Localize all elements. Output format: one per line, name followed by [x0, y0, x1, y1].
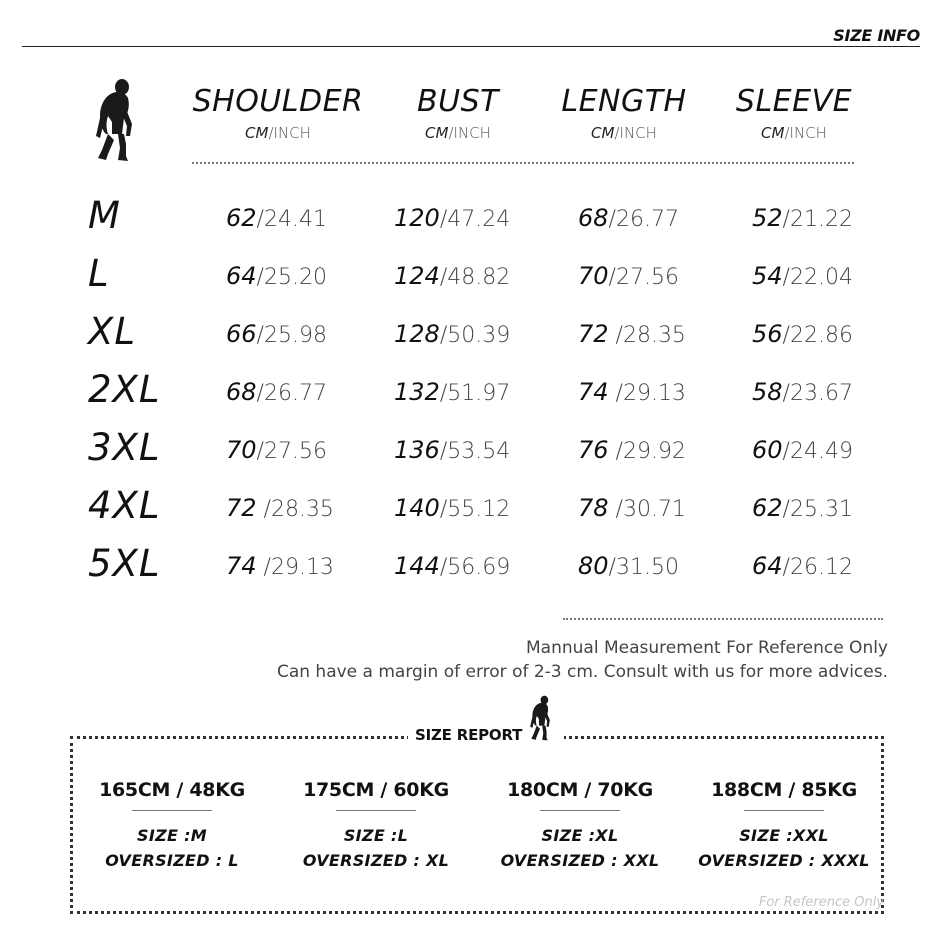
column-unit: CM/INCH [761, 124, 827, 142]
column-title: BUST [417, 84, 499, 119]
table-cell: 136/53.54 [394, 436, 511, 464]
recommended-size: SIZE :M [137, 826, 207, 845]
oversized-size: OVERSIZED : L [105, 851, 239, 870]
table-cell: 52/21.22 [752, 204, 853, 232]
column-header-sleeve [694, 84, 894, 142]
entry-divider [744, 810, 824, 811]
size-report-entry [276, 776, 476, 873]
table-cell: 72 /28.35 [226, 494, 334, 522]
size-label-3xl: 3XL [88, 426, 161, 469]
height-weight: 188CM / 85KG [711, 779, 857, 801]
size-report-entry [72, 776, 272, 873]
column-title: SLEEVE [735, 84, 853, 119]
table-cell: 74 /29.13 [578, 378, 686, 406]
table-cell: 70/27.56 [226, 436, 327, 464]
table-cell: 62/25.31 [752, 494, 853, 522]
reference-only-footnote: For Reference Only [758, 895, 884, 910]
size-info-title: SIZE INFO [833, 26, 920, 45]
size-report-entry [480, 776, 680, 873]
size-label-2xl: 2XL [88, 368, 161, 411]
table-cell: 76 /29.92 [578, 436, 686, 464]
table-cell: 120/47.24 [394, 204, 511, 232]
table-cell: 124/48.82 [394, 262, 511, 290]
size-report-entry [684, 776, 884, 873]
table-cell: 78 /30.71 [578, 494, 686, 522]
table-cell: 62/24.41 [226, 204, 327, 232]
table-cell: 66/25.98 [226, 320, 327, 348]
table-cell: 54/22.04 [752, 262, 853, 290]
entry-divider [540, 810, 620, 811]
size-report-title: SIZE REPORT [415, 726, 523, 744]
ape-figure-icon [92, 78, 136, 162]
margin-of-error-note: Can have a margin of error of 2-3 cm. Consult with us for more advices. [276, 662, 888, 682]
table-cell: 64/25.20 [226, 262, 327, 290]
size-label-l: L [88, 252, 110, 295]
column-unit: CM/INCH [425, 124, 491, 142]
table-cell: 60/24.49 [752, 436, 853, 464]
recommended-size: SIZE :L [343, 826, 409, 845]
oversized-size: OVERSIZED : XXXL [698, 851, 870, 870]
table-cell: 70/27.56 [578, 262, 679, 290]
header-divider [22, 46, 920, 47]
table-cell: 68/26.77 [578, 204, 679, 232]
table-cell: 64/26.12 [752, 552, 853, 580]
oversized-size: OVERSIZED : XL [302, 851, 450, 870]
column-unit: CM/INCH [591, 124, 657, 142]
size-label-xl: XL [88, 310, 136, 353]
table-cell: 80/31.50 [578, 552, 679, 580]
header-dotted-divider [192, 162, 854, 164]
table-cell: 56/22.86 [752, 320, 853, 348]
table-cell: 72 /28.35 [578, 320, 686, 348]
size-label-m: M [88, 194, 121, 237]
table-cell: 132/51.97 [394, 378, 511, 406]
column-header-shoulder [178, 84, 378, 142]
table-cell: 68/26.77 [226, 378, 327, 406]
entry-divider [336, 810, 416, 811]
measurement-note: Mannual Measurement For Reference Only [526, 638, 888, 658]
size-label-4xl: 4XL [88, 484, 161, 527]
table-cell: 74 /29.13 [226, 552, 334, 580]
height-weight: 180CM / 70KG [507, 779, 653, 801]
ape-figure-icon [528, 694, 552, 742]
recommended-size: SIZE :XXL [739, 826, 829, 845]
footer-dotted-divider [563, 618, 883, 620]
table-cell: 144/56.69 [394, 552, 511, 580]
table-cell: 140/55.12 [394, 494, 511, 522]
size-label-5xl: 5XL [88, 542, 161, 585]
entry-divider [132, 810, 212, 811]
height-weight: 165CM / 48KG [99, 779, 245, 801]
column-unit: CM/INCH [245, 124, 311, 142]
oversized-size: OVERSIZED : XXL [500, 851, 660, 870]
table-cell: 128/50.39 [394, 320, 511, 348]
recommended-size: SIZE :XL [541, 826, 619, 845]
table-cell: 58/23.67 [752, 378, 853, 406]
column-title: SHOULDER [192, 84, 364, 119]
column-title: LENGTH [561, 84, 687, 119]
height-weight: 175CM / 60KG [303, 779, 449, 801]
